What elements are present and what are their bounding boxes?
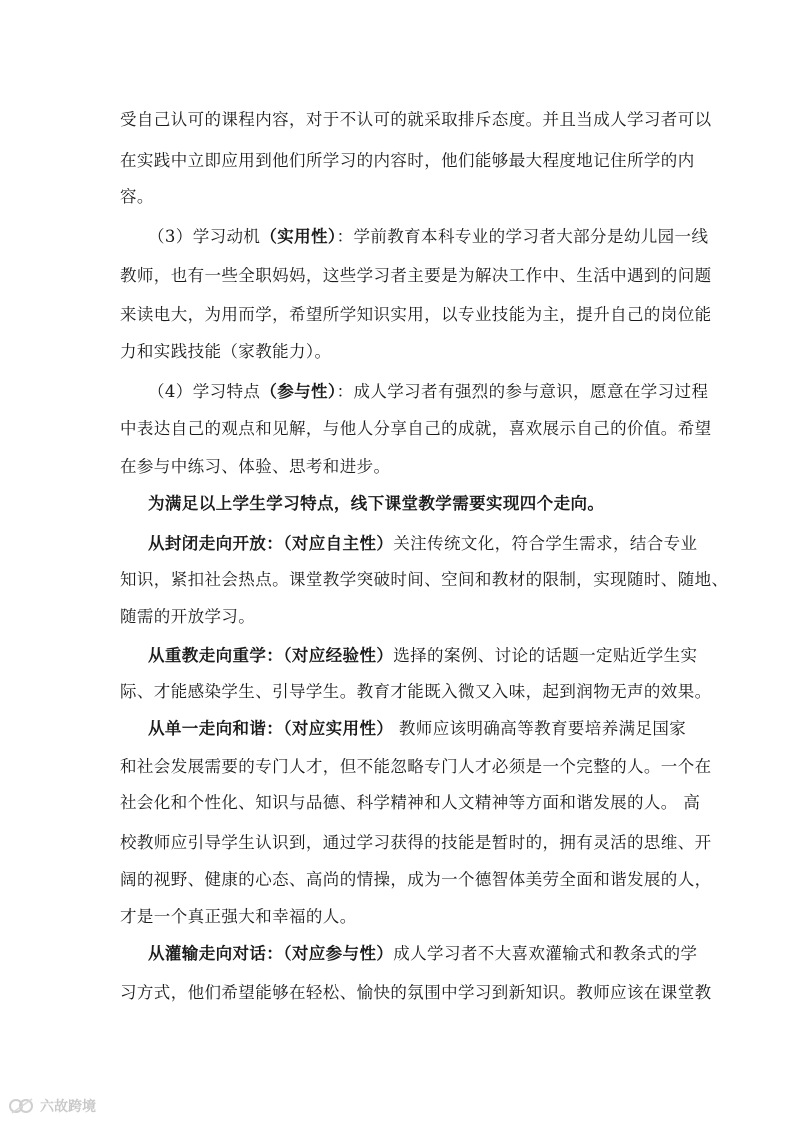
text-line: 社会化和个性化、知识与品德、科学精神和人文精神等方面和谐发展的人。 高: [120, 793, 701, 812]
text-run: ：学前教育本科专业的学习者大部分是幼儿园一线: [336, 227, 709, 246]
text-line: 受自己认可的课程内容，对于不认可的就采取排斥态度。并且当成人学习者可以: [120, 110, 712, 129]
bold-run: 从单一走向和谐：（对应实用性）: [148, 719, 394, 738]
text-run: 成人学习者不大喜欢灌输式和教条式的学: [393, 944, 698, 963]
bold-run: 从封闭走向开放：（对应自主性）: [148, 534, 394, 553]
text-line: 在参与中练习、体验、思考和进步。: [120, 457, 391, 476]
text-line: 校教师应引导学生认识到，通过学习获得的技能是暂时的，拥有灵活的思维、开: [120, 833, 712, 852]
text-line: [148, 382, 709, 402]
text-line: [148, 227, 709, 247]
text-run: 教师应该明确高等教育要培养满足国家: [393, 719, 687, 738]
bold-run: 从灌输走向对话：（对应参与性）: [148, 944, 394, 963]
text-line: 阔的视野、健康的心态、高尚的情操，成为一个德智体美劳全面和谐发展的人，: [120, 870, 712, 889]
text-line: 来读电大，为用而学，希望所学知识实用，以专业技能为主，提升自己的岗位能: [120, 305, 712, 324]
text-line: [148, 534, 698, 554]
text-line: 习方式，他们希望能够在轻松、愉快的氛围中学习到新知识。教师应该在课堂教: [120, 983, 712, 1002]
text-line: 在实践中立即应用到他们所学习的内容时，他们能够最大程度地记住所学的内: [120, 151, 695, 170]
text-line: 才是一个真正强大和幸福的人。: [120, 907, 357, 926]
text-line: 随需的开放学习。: [120, 607, 256, 626]
text-run: ：成人学习者有强烈的参与意识，愿意在学习过程: [336, 382, 709, 401]
bold-run: 从重教走向重学：（对应经验性）: [148, 646, 394, 665]
text-run: （3）学习动机: [148, 227, 261, 246]
text-run: 关注传统文化，符合学生需求，结合专业: [393, 534, 698, 553]
text-line: [148, 944, 698, 964]
section-heading: 为满足以上学生学习特点，线下课堂教学需要实现四个走向。: [148, 494, 605, 513]
text-run: 选择的案例、讨论的话题一定贴近学生实: [393, 646, 698, 665]
text-line: 力和实践技能（家教能力）。: [120, 342, 332, 361]
bold-run: （参与性）: [260, 382, 337, 401]
watermark: [8, 1096, 96, 1116]
text-run: （4）学习特点: [148, 382, 261, 401]
bold-run: （实用性）: [260, 227, 337, 246]
text-line: 中表达自己的观点和见解，与他人分享自己的成就，喜欢展示自己的价值。希望: [120, 419, 712, 438]
text-line: 际、才能感染学生、引导学生。教育才能既入微又入味，起到润物无声的效果。: [120, 682, 712, 701]
text-line: 知识，紧扣社会热点。课堂教学突破时间、空间和教材的限制，实现随时、随地、: [120, 570, 729, 589]
text-line: 和社会发展需要的专门人才，但不能忽略专门人才必须是一个完整的人。一个在: [120, 757, 712, 776]
text-line: 教师，也有一些全职妈妈，这些学习者主要是为解决工作中、生活中遇到的问题: [120, 266, 712, 285]
watermark-text: 六故跨境: [40, 1099, 96, 1115]
text-line: [148, 646, 698, 666]
watermark-logo-icon: [8, 1097, 36, 1115]
text-line: [148, 719, 687, 739]
text-line: 容。: [120, 187, 154, 206]
